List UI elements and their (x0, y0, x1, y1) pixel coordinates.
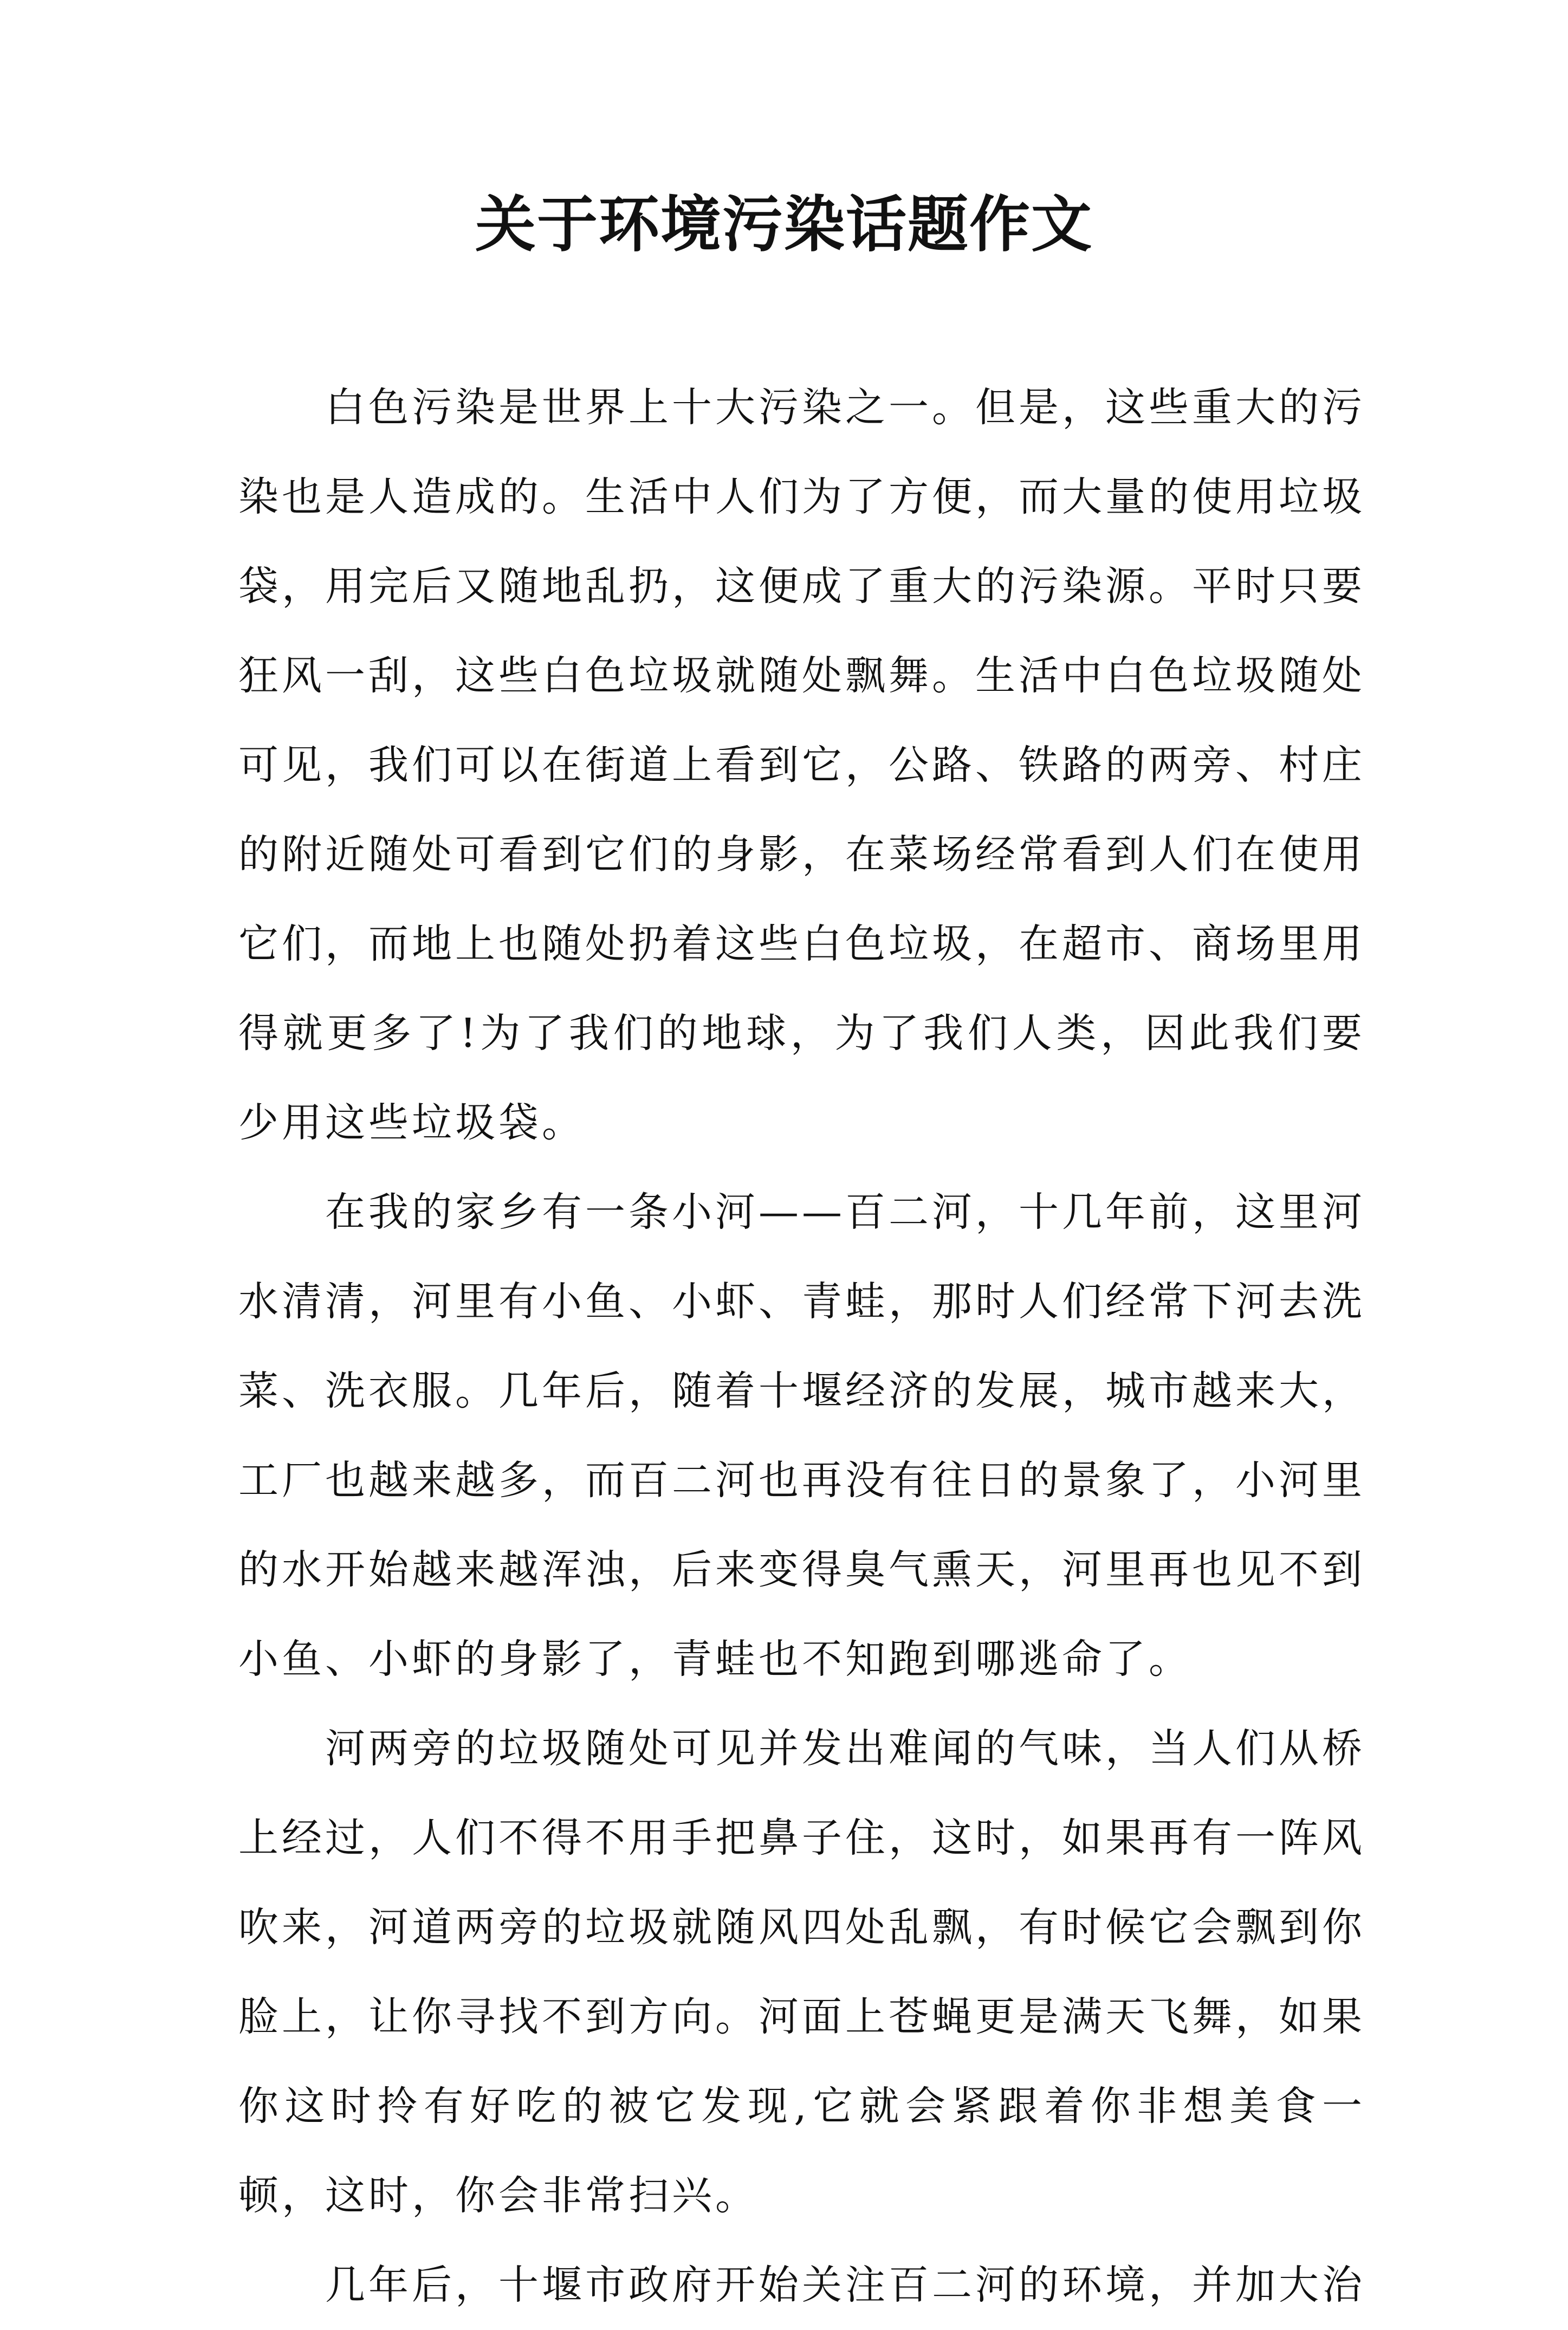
paragraph-3: 河两旁的垃圾随处可见并发出难闻的气味，当人们从桥上经过，人们不得不用手把鼻子住，这时，如果再有一阵风吹来，河道两旁的垃圾就随风四处乱飘，有时候它会飘到你脸上，让你寻找不到方向。河面上苍蝇更是满天飞舞，如果你这时拎有好吃的被它发现,它就会紧跟着你非想美食一顿，这时，你会非常扫兴。 (238, 1725, 1365, 2219)
document-body (238, 363, 1365, 2330)
paragraph-1: 白色污染是世界上十大污染之一。但是，这些重大的污染也是人造成的。生活中人们为了方便，而大量的使用垃圾袋，用完后又随地乱扔，这便成了重大的污染源。平时只要狂风一刮，这些白色垃圾就随处飘舞。生活中白色垃圾随处可见，我们可以在街道上看到它，公路、铁路的两旁、村庄的附近随处可看到它们的身影，在菜场经常看到人们在使用它们，而地上也随处扔着这些白色垃圾，在超市、商场里用得就更多了!为了我们的地球，为了我们人类，因此我们要少用这些垃圾袋。 (238, 384, 1365, 1146)
paragraph-2: 在我的家乡有一条小河——百二河，十几年前，这里河水清清，河里有小鱼、小虾、青蛙，那时人们经常下河去洗菜、洗衣服。几年后，随着十堰经济的发展，城市越来大，工厂也越来越多，而百二河也再没有往日的景象了，小河里的水开始越来越浑浊，后来变得臭气熏天，河里再也见不到小鱼、小虾的身影了，青蛙也不知跑到哪逃命了。 (238, 1189, 1365, 1682)
document-title: 关于环境污染话题作文 (475, 189, 1093, 260)
paragraph-4: 几年后，十堰市政府开始关注百二河的环境，并加大治 (325, 2262, 1365, 2308)
